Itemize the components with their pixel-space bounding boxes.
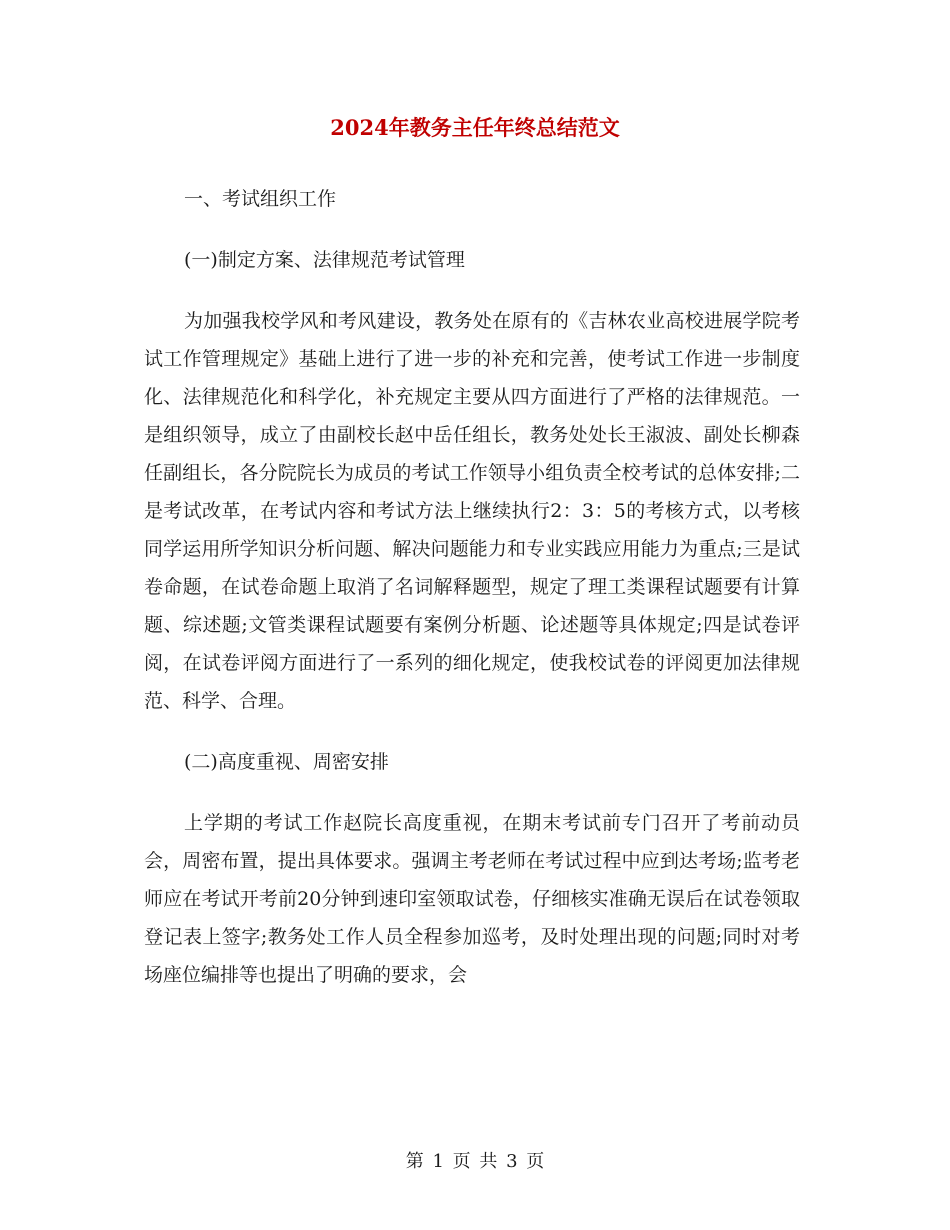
page-number-footer: 第 1 页 共 3 页	[405, 1151, 545, 1172]
document-body	[144, 180, 800, 1017]
paragraph-2: 上学期的考试工作赵院长高度重视，在期末考试前专门召开了考前动员会，周密布置，提出具体要求。强调主考老师在考试过程中应到达考场;监考老师应在考试开考前20分钟到速印室领取试卷，仔细核实准确无误后在试卷领取登记表上签字;教务处工作人员全程参加巡考，及时处理出现的问题;同时对考场座位编排等也提出了明确的要求，会	[144, 812, 800, 986]
section-heading: 一、考试组织工作	[184, 188, 337, 210]
subsection-heading-1: (一)制定方案、法律规范考试管理	[184, 249, 465, 271]
paragraph-1: 为加强我校学风和考风建设，教务处在原有的《吉林农业高校进展学院考试工作管理规定》基础上进行了进一步的补充和完善，使考试工作进一步制度化、法律规范化和科学化，补充规定主要从四方面进行了严格的法律规范。一是组织领导，成立了由副校长赵中岳任组长，教务处处长王淑波、副处长柳森任副组长，各分院院长为成员的考试工作领导小组负责全校考试的总体安排;二是考试改革，在考试内容和考试方法上继续执行2：3：5的考核方式，以考核同学运用所学知识分析问题、解决问题能力和专业实践应用能力为重点;三是试卷命题，在试卷命题上取消了名词解释题型，规定了理工类课程试题要有计算题、综述题;文管类课程试题要有案例分析题、论述题等具体规定;四是试卷评阅，在试卷评阅方面进行了一系列的细化规定，使我校试卷的评阅更加法律规范、科学、合理。	[144, 310, 800, 712]
document-title: 2024年教务主任年终总结范文	[330, 115, 620, 140]
subsection-heading-2: (二)高度重视、周密安排	[184, 751, 389, 773]
